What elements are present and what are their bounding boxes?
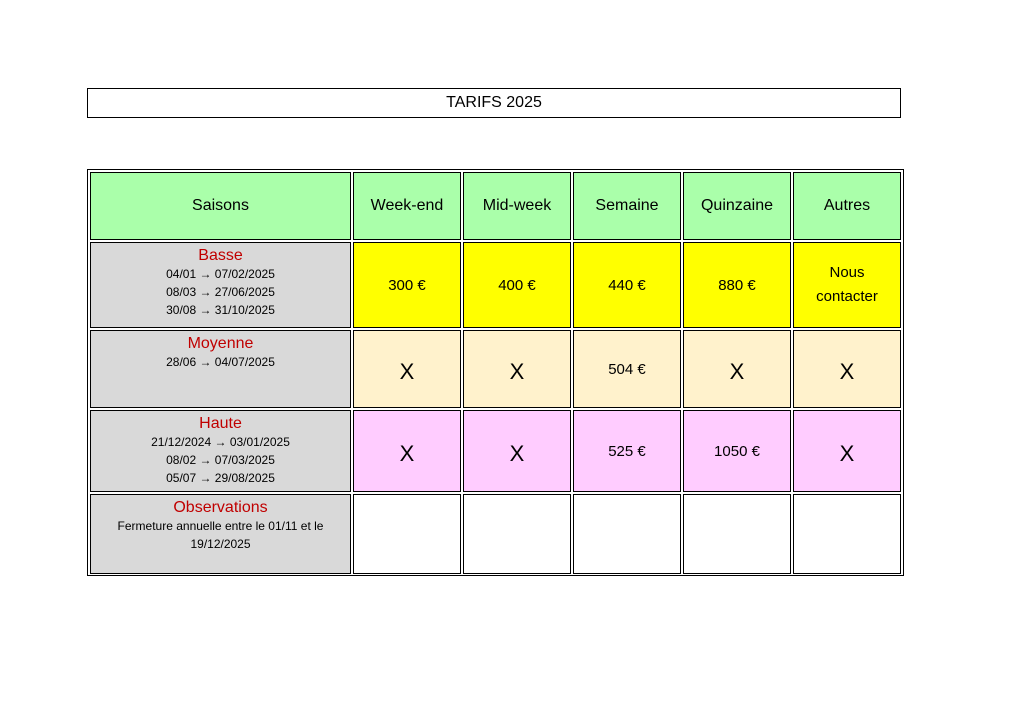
- season-moyenne: [90, 330, 351, 408]
- price-moyenne-autres: X: [793, 330, 901, 408]
- observation-blank-cell: [683, 494, 791, 574]
- observations-text: Fermeture annuelle entre le 01/11 et le 19/12/2025: [117, 519, 324, 551]
- season-date: 21/12/2024 → 03/01/2025: [151, 435, 290, 449]
- price-haute-autres: X: [793, 410, 901, 492]
- season-date: 08/03 → 27/06/2025: [166, 285, 275, 299]
- observations-cell: [90, 494, 351, 574]
- header-semaine: Semaine: [573, 172, 681, 240]
- observation-blank-cell: [463, 494, 571, 574]
- price-haute-quinzaine: 1050 €: [683, 410, 791, 492]
- season-date: 04/01 → 07/02/2025: [166, 267, 275, 281]
- price-basse-autres: Nous contacter: [793, 242, 901, 328]
- price-basse-semaine: 440 €: [573, 242, 681, 328]
- header-saisons: Saisons: [90, 172, 351, 240]
- observations-label: Observations: [173, 499, 268, 516]
- observation-blank-cell: [793, 494, 901, 574]
- price-moyenne-week-end: X: [353, 330, 461, 408]
- season-date: 28/06 → 04/07/2025: [166, 355, 275, 369]
- header-mid-week: Mid-week: [463, 172, 571, 240]
- price-basse-quinzaine: 880 €: [683, 242, 791, 328]
- price-basse-week-end: 300 €: [353, 242, 461, 328]
- season-date: 08/02 → 07/03/2025: [166, 453, 275, 467]
- season-date: 30/08 → 31/10/2025: [166, 303, 275, 317]
- season-haute: [90, 410, 351, 492]
- price-haute-mid-week: X: [463, 410, 571, 492]
- price-moyenne-mid-week: X: [463, 330, 571, 408]
- season-basse: [90, 242, 351, 328]
- price-moyenne-semaine: 504 €: [573, 330, 681, 408]
- tariff-table: [87, 169, 904, 576]
- price-moyenne-quinzaine: X: [683, 330, 791, 408]
- price-haute-week-end: X: [353, 410, 461, 492]
- price-basse-mid-week: 400 €: [463, 242, 571, 328]
- header-week-end: Week-end: [353, 172, 461, 240]
- season-name: Basse: [198, 247, 243, 264]
- page-title: TARIFS 2025: [87, 88, 901, 118]
- header-autres: Autres: [793, 172, 901, 240]
- season-name: Haute: [199, 415, 242, 432]
- header-quinzaine: Quinzaine: [683, 172, 791, 240]
- observation-blank-cell: [573, 494, 681, 574]
- price-haute-semaine: 525 €: [573, 410, 681, 492]
- season-date: 05/07 → 29/08/2025: [166, 471, 275, 485]
- season-name: Moyenne: [187, 335, 254, 352]
- observation-blank-cell: [353, 494, 461, 574]
